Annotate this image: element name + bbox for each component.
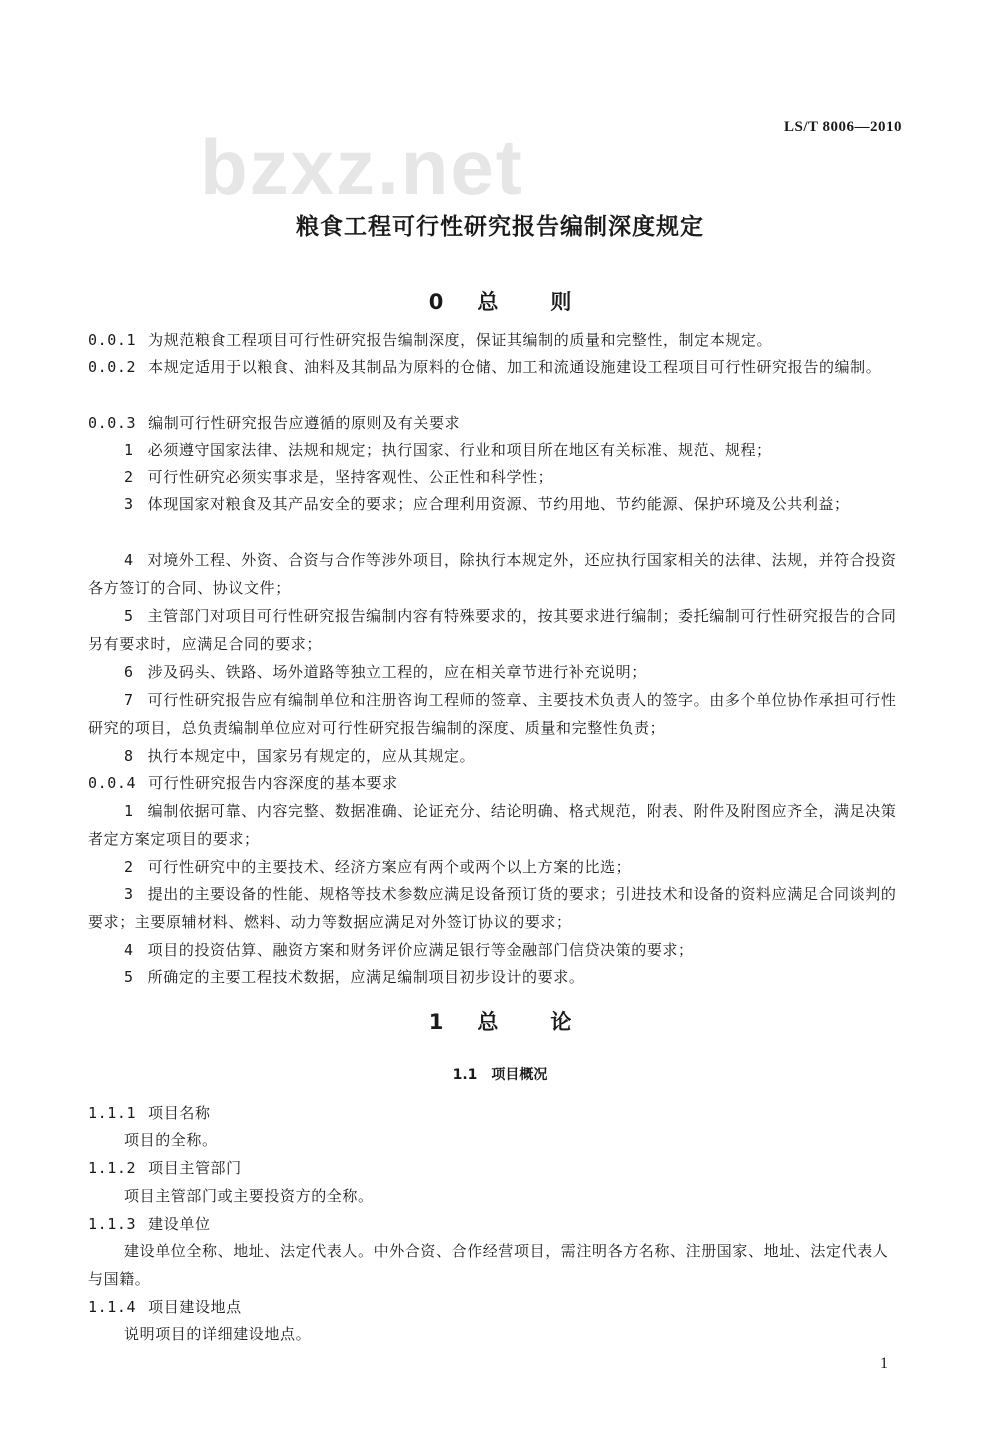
list-item: 8 执行本规定中，国家另有规定的，应从其规定。 [124, 747, 476, 765]
list-item: 6 涉及码头、铁路、场外道路等独立工程的，应在相关章节进行补充说明； [124, 663, 647, 681]
clause-0-0-2: 0.0.2 本规定适用于以粮食、油料及其制品为原料的仓储、加工和流通设施建设工程项目可行性研究报告的编制。 [88, 358, 882, 376]
document-title: 粮食工程可行性研究报告编制深度规定 [296, 214, 704, 240]
list-item: 3 提出的主要设备的性能、规格等技术参数应满足设备预订货的要求；引进技术和设备的资料应满足合同谈判的要求；主要原辅材料、燃料、动力等数据应满足对外签订协议的要求； [88, 885, 897, 931]
section-0-heading [0, 286, 1000, 316]
subsection-title: 项目概况 [491, 1067, 548, 1083]
clause-body: 说明项目的详细建设地点。 [124, 1325, 312, 1343]
clause-1-1-1: 1.1.1 项目名称 [88, 1104, 211, 1122]
section-number: 0 [428, 290, 444, 314]
list-item: 2 可行性研究中的主要技术、经济方案应有两个或两个以上方案的比选； [124, 858, 632, 876]
watermark-text: bzxz.net [200, 123, 524, 211]
list-item: 2 可行性研究必须实事求是，坚持客观性、公正性和科学性； [124, 468, 554, 486]
clause-0-0-4: 0.0.4 可行性研究报告内容深度的基本要求 [88, 774, 398, 792]
section-title-char: 总 [477, 290, 499, 314]
list-item: 5 所确定的主要工程技术数据，应满足编制项目初步设计的要求。 [124, 968, 585, 986]
clause-1-1-2: 1.1.2 项目主管部门 [88, 1159, 242, 1177]
clause-body: 建设单位全称、地址、法定代表人。中外合资、合作经营项目，需注明各方名称、注册国家、地址、法定代表人与国籍。 [88, 1242, 889, 1288]
list-item: 4 对境外工程、外资、合资与合作等涉外项目，除执行本规定外，还应执行国家相关的法律、法规，并符合投资各方签订的合同、协议文件； [88, 551, 897, 597]
list-item: 1 编制依据可靠、内容完整、数据准确、论证充分、结论明确、格式规范，附表、附件及附图应齐全，满足决策者定方案定项目的要求； [88, 802, 897, 848]
page-number: 1 [880, 1355, 888, 1372]
subsection-number: 1.1 [452, 1067, 478, 1083]
section-title-char: 论 [550, 1010, 572, 1034]
section-1-heading [0, 1006, 1000, 1036]
section-title-char: 总 [477, 1010, 499, 1034]
list-item: 7 可行性研究报告应有编制单位和注册咨询工程师的签章、主要技术负责人的签字。由多个单位协作承担可行性研究的项目，总负责编制单位应对可行性研究报告编制的深度、质量和完整性负责； [88, 691, 897, 737]
clause-body: 项目主管部门或主要投资方的全称。 [124, 1187, 374, 1205]
clause-1-1-4: 1.1.4 项目建设地点 [88, 1298, 242, 1316]
list-item: 5 主管部门对项目可行性研究报告编制内容有特殊要求的，按其要求进行编制；委托编制可行性研究报告的合同另有要求时，应满足合同的要求； [88, 607, 897, 653]
clause-0-0-3: 0.0.3 编制可行性研究报告应遵循的原则及有关要求 [88, 414, 461, 432]
section-number: 1 [428, 1010, 444, 1034]
section-title-char: 则 [550, 290, 572, 314]
list-item: 1 必须遵守国家法律、法规和规定；执行国家、行业和项目所在地区有关标准、规范、规程； [124, 441, 772, 459]
subsection-heading [0, 1064, 1000, 1084]
standard-code: LS/T 8006—2010 [784, 119, 902, 135]
list-item: 3 体现国家对粮食及其产品安全的要求；应合理利用资源、节约用地、节约能源、保护环境及公共利益； [124, 495, 850, 513]
clause-0-0-1: 0.0.1 为规范粮食工程项目可行性研究报告编制深度，保证其编制的质量和完整性，制定本规定。 [88, 331, 773, 349]
clause-1-1-3: 1.1.3 建设单位 [88, 1215, 211, 1233]
clause-body: 项目的全称。 [124, 1131, 218, 1149]
list-item: 4 项目的投资估算、融资方案和财务评价应满足银行等金融部门信贷决策的要求； [124, 941, 694, 959]
